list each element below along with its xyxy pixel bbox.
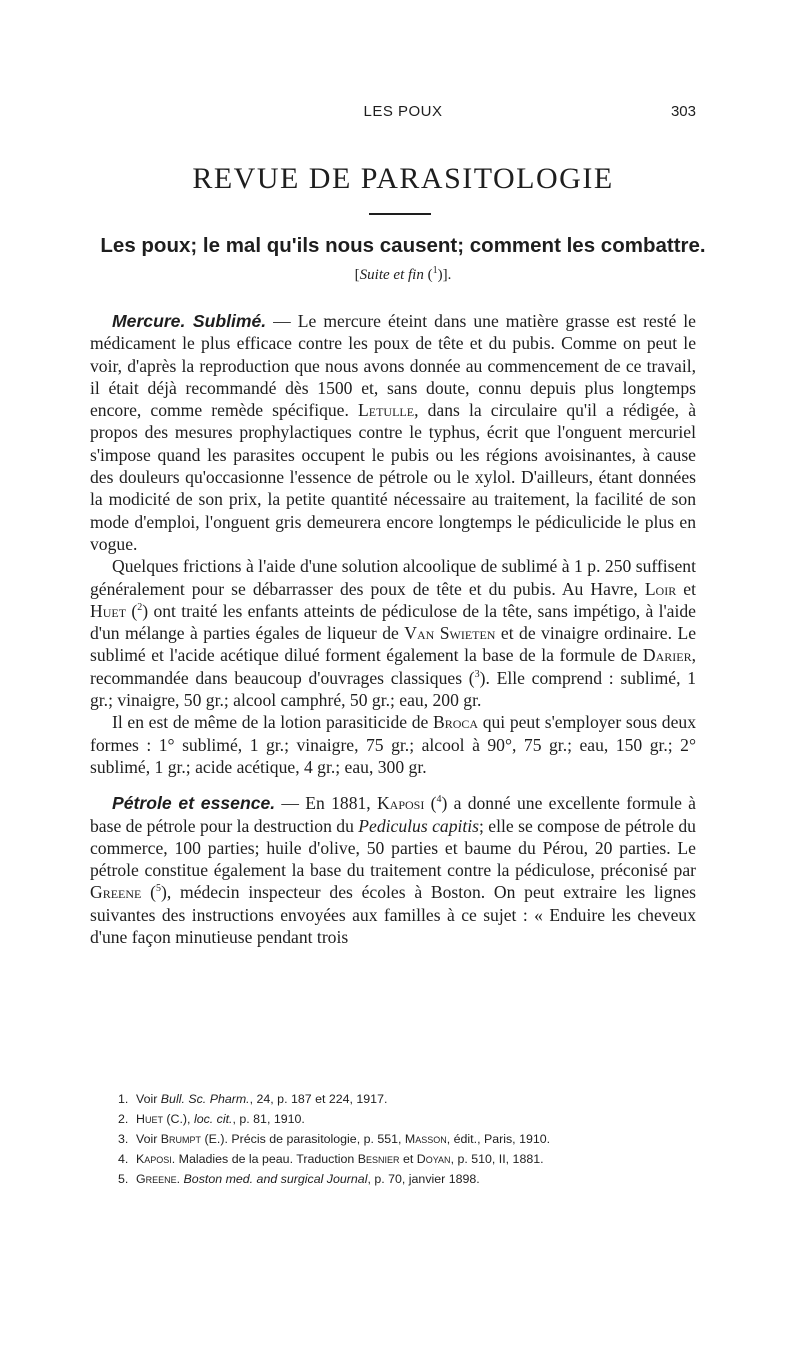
- author-name: Huet: [90, 600, 127, 621]
- page-number: 303: [670, 103, 696, 120]
- paragraph-text: et de vinaigre ordinaire. Le sublimé et l'acide acétique dilué forment également la base de la formule de: [90, 623, 696, 666]
- paragraph-text: qui peut s'employer sous deux formes : 1° sublimé, 1 gr.; vinaigre, 75 gr.; alcool à 90°, 75 gr.; eau, 150 gr.; 2° sublimé, 1 gr.; acide acétique, 4 gr.; eau, 300 gr.: [90, 712, 696, 777]
- footnote-ref: 4: [436, 794, 442, 806]
- footnote-text: , édit., Paris, 1910.: [446, 1132, 551, 1146]
- footnote-text: et: [399, 1152, 417, 1166]
- paragraph-mercure: [90, 310, 696, 555]
- footnote-author: Kaposi: [136, 1152, 172, 1166]
- footnote: [118, 1149, 698, 1169]
- footnote-author: Doyan: [416, 1152, 451, 1166]
- footnote-author: Greene: [136, 1172, 177, 1186]
- running-title: LES POUX: [363, 103, 443, 120]
- paragraph-broca: [90, 711, 696, 778]
- footnote-number: 3.: [118, 1132, 129, 1146]
- footnote: [118, 1109, 698, 1129]
- footnote-author: Brumpt: [160, 1132, 202, 1146]
- footnote-publisher: Masson: [404, 1132, 447, 1146]
- paragraph-petrole: Pétrole et essence. — En 1881, Kaposi ($^4$) a donné une excellente formule à base de pétrole pour la destruction du Pediculus capitis; elle se compose de pétrole du commerce, 100 parties; huile d'olive, 50 parties et baume du Pérou, 20 parties. Le pétrole constitue également la base du traitement contre la pédiculose, préconisé par Greene ($^5$), médecin inspecteur des écoles à Boston. On peut extraire les lignes suivantes des instructions envoyées aux familles à ce sujet : « Enduire les cheveux d'une façon minutieuse pendant trois: [90, 793, 697, 948]
- footnote-text: Voir: [136, 1092, 161, 1106]
- footnote-text: .: [176, 1172, 184, 1186]
- footnote-author: Besnier: [357, 1152, 400, 1166]
- paragraph-text: ; elle se compose de pétrole du commerce, 100 parties; huile d'olive, 50 parties et baume du Pérou, 20 parties. Le pétrole constitue également la base du traitement contre la pédiculose, préconisé par: [90, 815, 696, 881]
- continuation-text: Suite et fin: [359, 267, 424, 283]
- footnote-journal: Boston med. and surgical Journal: [183, 1172, 368, 1186]
- paragraph-text: ont traité les enfants atteints de pédiculose de la tête, sans impétigo, à l'aide d'un mélange à parties égales de liqueur de: [90, 600, 696, 644]
- title-rule: [369, 213, 431, 215]
- paragraph-sublime: Quelques frictions à l'aide d'une solution alcoolique de sublimé à 1 p. 250 suffisent généralement pour se débarrasser des poux de tête et du pubis. Au Havre, Loir et Huet ($^2$) ont traité les enfants atteints de pédiculose de la tête, sans impétigo, à l'aide d'un mélange à parties égales de liqueur de Van Swieten et de vinaigre ordinaire. Le sublimé et l'acide acétique dilué forment également la base de la formule de Darier, recommandée dans beaucoup d'ouvrages classiques ($^3$). Elle comprend : sublimé, 1 gr.; vinaigre, 50 gr.; alcool camphré, 50 gr.; eau, 200 gr.: [90, 556, 696, 711]
- paragraph-text: Quelques frictions à l'aide d'une solution alcoolique de sublimé à 1 p. 250 suffisent généralement pour se débarrasser des poux de tête et du pubis. Au Havre,: [90, 556, 696, 599]
- paragraph-text: a donné une excellente formule à base de pétrole pour la destruction du: [90, 793, 696, 836]
- species-name: Pediculus capitis: [358, 815, 479, 836]
- footnote-number: 4.: [118, 1152, 129, 1166]
- paragraph-text: , dans la circulaire qu'il a rédigée, à propos des mesures prophylactiques contre le typhus, écrit que l'onguent mercuriel s'impose quand les parasites occupent le pubis ou les régions avoisinantes, à cause des douleurs qu'occasionne l'essence de pétrole ou le xylol. D'ailleurs, étant données la modicité de son prix, la petite quantité nécessaire au traitement, la facilité de son mode d'emploi, l'onguent gris demeurera encore longtemps le pédiculicide le plus en vogue.: [90, 400, 697, 554]
- footnote-number: 5.: [118, 1172, 129, 1186]
- paragraph-lead: Mercure. Sublimé.: [112, 311, 267, 331]
- paragraph-text: . Elle comprend : sublimé, 1 gr.; vinaigre, 50 gr.; alcool camphré, 50 gr.; eau, 200 gr.: [90, 667, 696, 711]
- footnote-text: , p. 510, II, 1881.: [450, 1152, 544, 1166]
- paragraph-text: , médecin inspecteur des écoles à Boston. On peut extraire les lignes suivantes des instructions envoyées aux familles à ce sujet : « Enduire les cheveux d'une façon minutieuse pendant trois: [90, 882, 697, 948]
- author-name: Kaposi: [376, 793, 425, 814]
- footnote-text: Voir: [136, 1132, 161, 1146]
- footnote-text: , 24, p. 187 et 224, 1917.: [249, 1092, 388, 1106]
- footnotes: [118, 1089, 698, 1189]
- footnote-author: Huet: [136, 1112, 163, 1126]
- footnote-text: (E.). Précis de parasitologie, p. 551,: [201, 1132, 405, 1146]
- author-name: Letulle: [358, 400, 415, 421]
- footnote: [118, 1089, 698, 1109]
- section-title: REVUE DE PARASITOLOGIE: [192, 162, 614, 195]
- footnote: [118, 1169, 698, 1189]
- author-name: Broca: [432, 712, 479, 733]
- author-name: Van Swieten: [404, 623, 496, 644]
- paragraph-lead: Pétrole et essence.: [112, 793, 276, 814]
- footnote-ref: 3: [474, 668, 480, 680]
- footnote-ref: 5: [156, 883, 161, 895]
- footnote-text: . Maladies de la peau. Traduction: [171, 1152, 358, 1166]
- author-name: Loir: [644, 578, 677, 599]
- paragraph-text: , recommandée dans beaucoup d'ouvrages classiques: [90, 645, 696, 688]
- footnote: [118, 1129, 698, 1149]
- footnote-number: 2.: [118, 1112, 129, 1126]
- author-name: Darier: [642, 645, 692, 666]
- article-body: [90, 310, 696, 948]
- paragraph-text: Il en est de même de la lotion parasiticide de: [112, 712, 433, 733]
- continuation-note: [Suite et fin ($^1$)].: [354, 265, 452, 283]
- footnote-ref: 2: [137, 602, 143, 613]
- footnote-journal: Bull. Sc. Pharm.: [160, 1092, 250, 1106]
- footnote-number: 1.: [118, 1092, 129, 1106]
- footnote-text: , p. 81, 1910.: [232, 1112, 305, 1126]
- article-title: Les poux; le mal qu'ils nous causent; comment les combattre.: [100, 234, 706, 257]
- footnote-ref: 1: [432, 265, 438, 276]
- author-name: Greene: [90, 882, 142, 903]
- paragraph-text: — En 1881,: [275, 793, 377, 814]
- footnote-text: loc. cit.: [193, 1112, 233, 1126]
- paragraph-text: — Le mercure éteint dans une matière grasse est resté le médicament le plus efficace contre les poux de tête et du pubis. Comme on peut le voir, d'après la reproduction que nous avons donnée au commencement de ce travail, il était déjà recommandé dès 1500 et, sans doute, connu depuis plus longtemps encore, comme remède spécifique.: [90, 311, 696, 421]
- footnote-text: (C.),: [162, 1112, 194, 1126]
- running-head: [110, 103, 696, 123]
- paragraph-text: et: [676, 578, 696, 599]
- footnote-text: , p. 70, janvier 1898.: [367, 1172, 480, 1186]
